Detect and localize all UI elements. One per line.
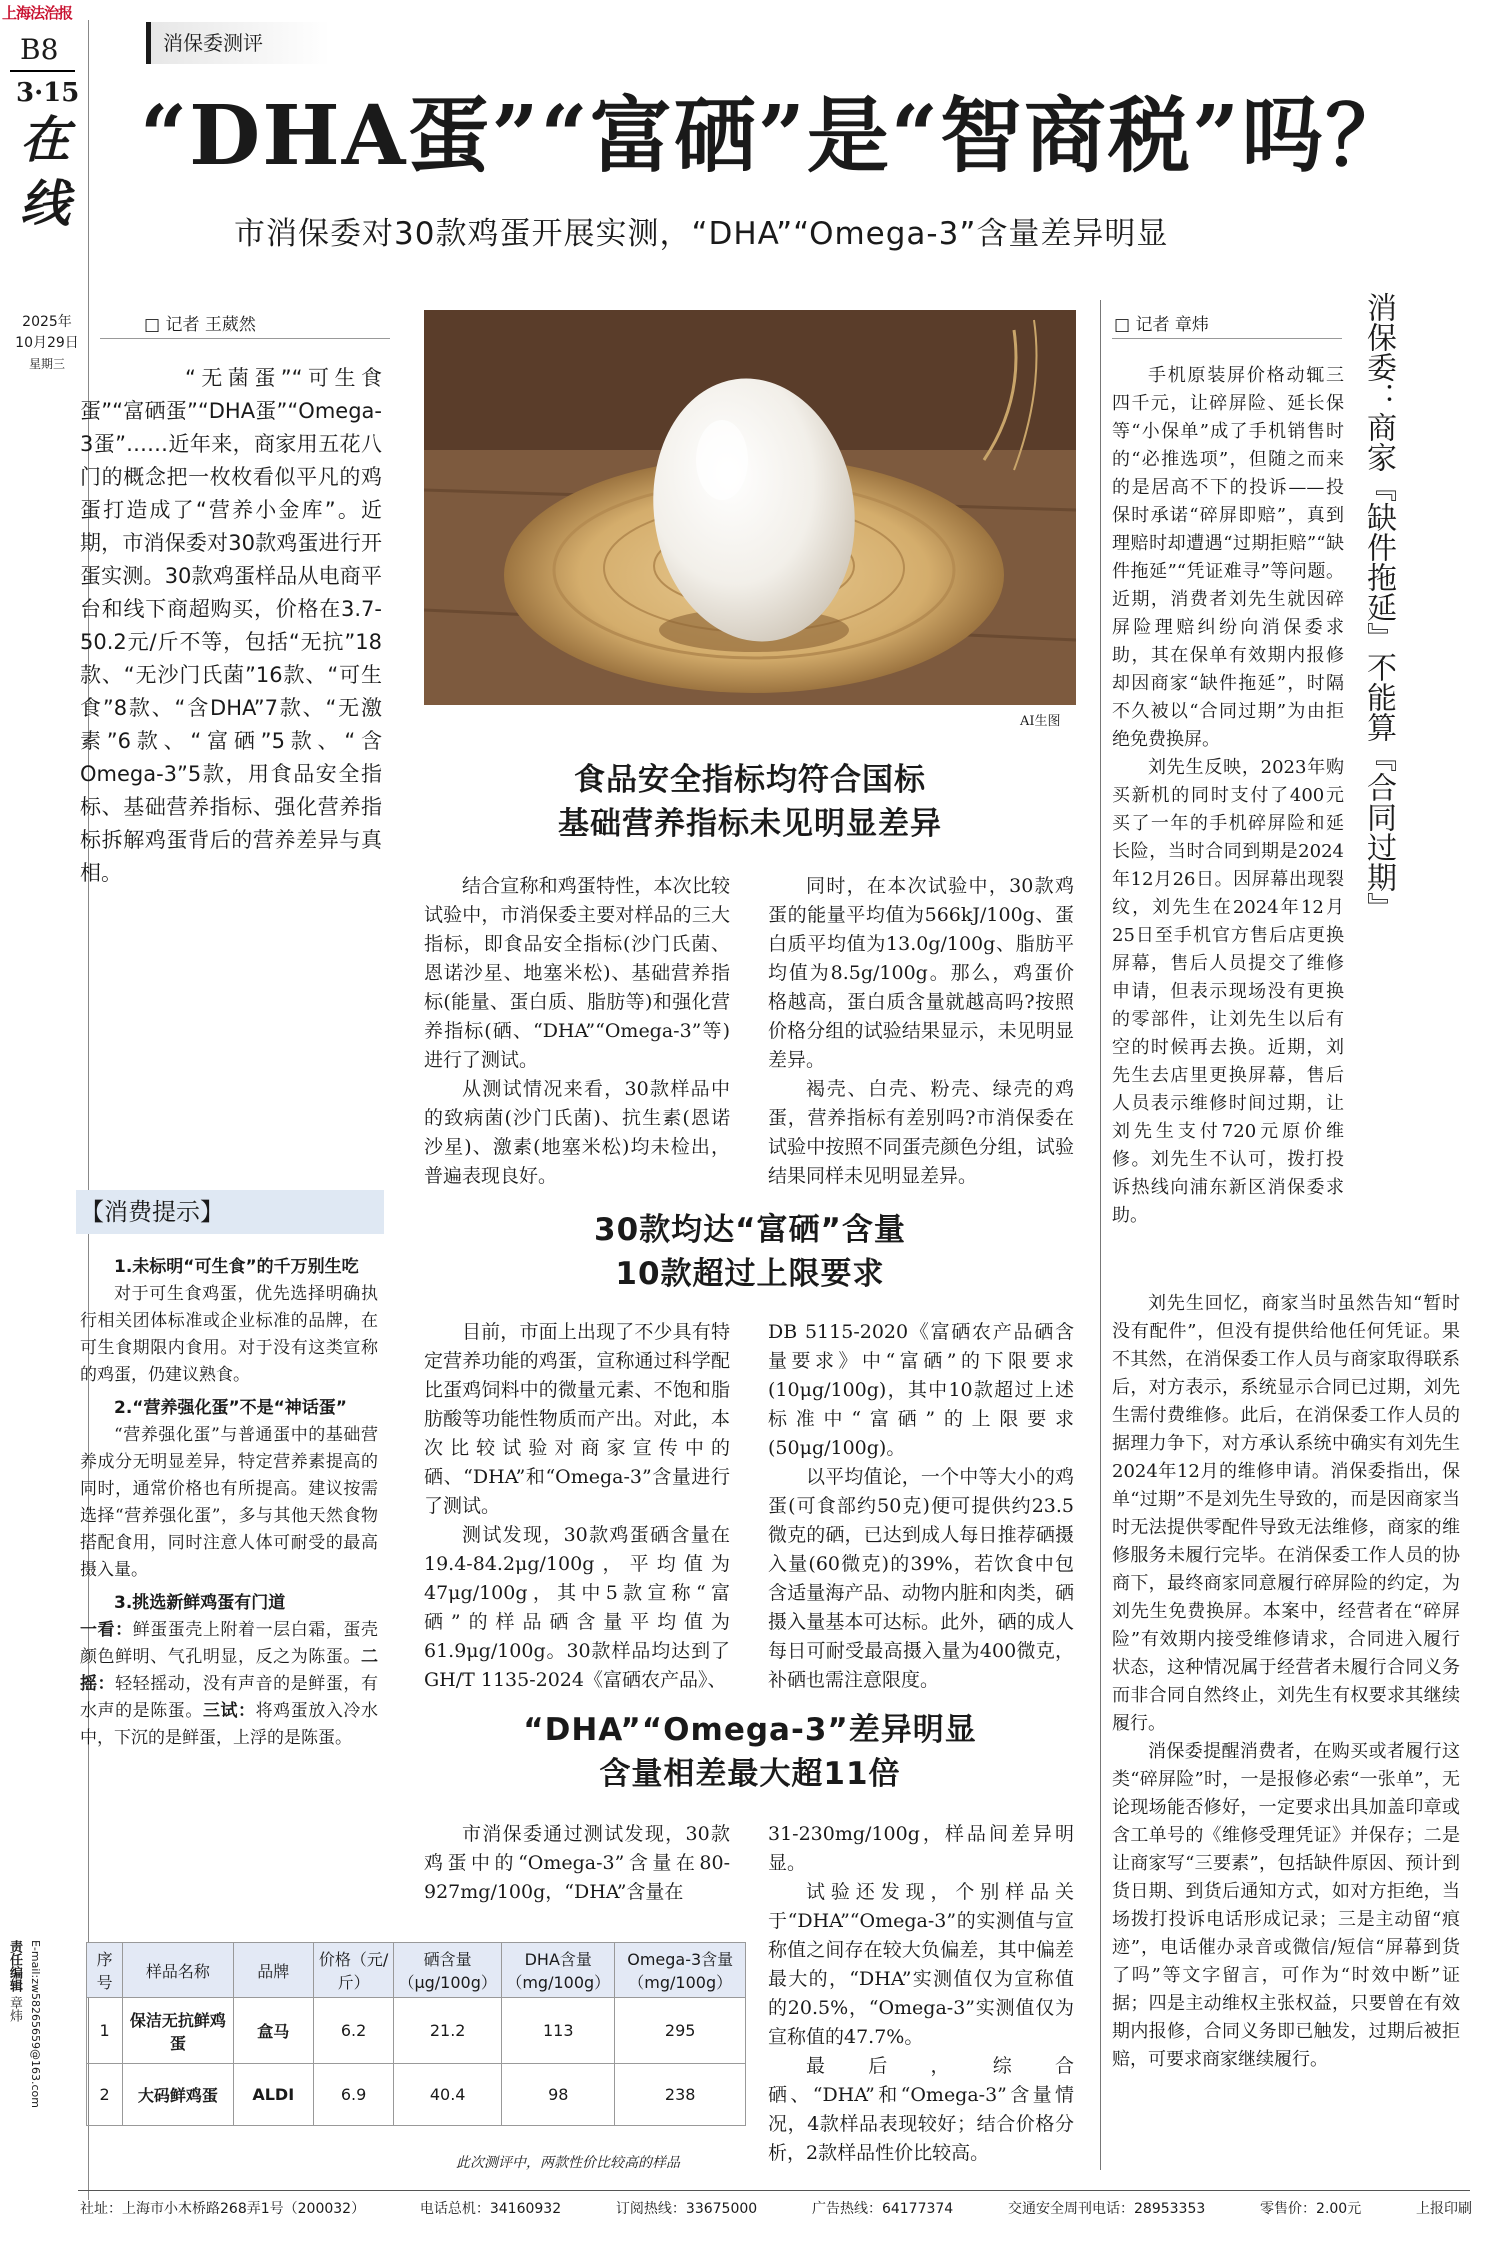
footer-traffic: 交通安全周刊电话：28953353 [1008,2201,1206,2217]
page-number: B8 [20,33,59,66]
section-title-xian: 线 [20,174,70,233]
issue-date [6,312,88,375]
tip3-body [80,1617,378,1752]
footer-price: 零售价：2.00元 [1260,2201,1362,2217]
tip3-key3: 三试： [202,1701,256,1721]
section1-col1-p2: 从测试情况来看，30款样品中的致病菌(沙门氏菌)、抗生素(恩诺沙星)、激素(地塞米松)均未检出，普遍表现良好。 [424,1078,730,1187]
section3-col2-p2: 试验还发现，个别样品关于“DHA”“Omega-3”的实测值与宣称值之间存在较大负偏差，其中偏差最大的，“DHA”实测值仅为宣称值的20.5%，“Omega-3”实测值仅为宣称值的47.7%。 [768,1881,1074,2048]
egg-illustration [424,310,1076,705]
tip3-title: 3.挑选新鲜鸡蛋有门道 [114,1593,286,1613]
tips-title: 【消费提示】 [76,1190,384,1234]
editor-name: 章炜 [7,1996,22,2023]
footer-phone: 电话总机：34160932 [419,2201,562,2217]
table-header: Omega-3含量（mg/100g） [615,1943,746,1998]
section3-heading-line2: 含量相差最大超11倍 [599,1756,901,1792]
section3-heading [420,1708,1080,1796]
editor-email: E-mail:zw58265659@163.com [29,1940,42,2108]
sample-table [86,1942,746,2126]
tip3-text3: 将鸡蛋放入冷水中，下沉的是鲜蛋，上浮的是陈蛋。 [80,1701,378,1748]
table-header: 价格（元/斤） [313,1943,393,1998]
table-cell: 40.4 [394,2064,502,2126]
section1-col2-p1: 同时，在本次试验中，30款鸡蛋的能量平均值为566kJ/100g、蛋白质平均值为13.0g/100g、脂肪平均值为8.5g/100g。那么，鸡蛋价格越高，蛋白质含量就越高吗?按照价格分组的试验结果显示，未见明显差异。 [768,875,1074,1071]
table-cell: 大码鲜鸡蛋 [123,2064,233,2126]
main-byline: □ 记者 王葳然 [144,315,256,335]
table-cell: 6.9 [313,2064,393,2126]
editor-credit [4,1940,24,2200]
side-p1: 手机原装屏价格动辄三四千元，让碎屏险、延长保等“小保单”成了手机销售时的“必推选项”，但随之而来的是居高不下的投诉——投保时承诺“碎屏即赔”，真到理赔时却遭遇“过期拒赔”“缺件拖延”“凭证难寻”等问题。近期，消费者刘先生就因碎屏险理赔纠纷向消保委求助，其在保单有效期内报修却因商家“缺件拖延”，时隔不久被以“合同过期”为由拒绝免费换屏。 [1112,365,1344,750]
section3-col1-p1: 市消保委通过测试发现，30款鸡蛋中的“Omega-3”含量在80-927mg/100g，“DHA”含量在 [424,1823,730,1903]
section2-col2 [768,1318,1074,1695]
tip1-body: 对于可生食鸡蛋，优先选择明确执行相关团体标准或企业标准的品牌，在可生食期限内食用。对于没有这类宣称的鸡蛋，仍建议熟食。 [80,1284,378,1385]
table-header: 品牌 [233,1943,313,1998]
tip2-body: “营养强化蛋”与普通蛋中的基础营养成分无明显差异，特定营养素提高的同时，通常价格也有所提高。建议按需选择“营养强化蛋”，多与其他天然食物搭配食用，同时注意人体可耐受的最高摄入量。 [80,1425,378,1580]
table-row [87,2064,746,2126]
editor-label: 责任编辑 [7,1940,22,1992]
section-title-zai: 在 [20,110,70,169]
tip2-title: 2.“营养强化蛋”不是“神话蛋” [114,1398,347,1418]
table-row [87,1998,746,2064]
photo-credit: AI生图 [1020,714,1061,729]
table-caption: 此次测评中，两款性价比较高的样品 [456,2155,680,2171]
side-col-wide [1112,1290,1460,2074]
date-year: 2025年 [22,314,72,330]
table-header-row [87,1943,746,1998]
table-cell: 295 [615,1998,746,2064]
section2-heading-line1: 30款均达“富硒”含量 [594,1212,906,1248]
table-header: 序号 [87,1943,123,1998]
paper-logo: 上海法治报 [2,4,73,22]
table-cell: 6.2 [313,1998,393,2064]
section3-col2 [768,1820,1074,2168]
side-byline: □ 记者 章炜 [1114,315,1209,335]
section2-col2-p1: DB 5115-2020《富硒农产品硒含量要求》中“富硒”的下限要求(10μg/100g)，其中10款超过上述标准中“富硒”的上限要求(50μg/100g)。 [768,1321,1074,1459]
footer-subscribe: 订阅热线：33675000 [615,2201,758,2217]
section1-heading [420,758,1080,846]
section1-heading-line1: 食品安全指标均符合国标 [574,762,926,798]
tips-box [76,1190,384,1752]
footer-bar [80,2198,1472,2218]
table-cell: 238 [615,2064,746,2126]
table-header: DHA含量（mg/100g） [502,1943,615,1998]
weekday: 星期三 [28,357,65,371]
main-subheadline: 市消保委对30款鸡蛋开展实测，“DHA”“Omega-3”含量差异明显 [234,216,1169,252]
table-header: 样品名称 [123,1943,233,1998]
main-lead: “无菌蛋”“可生食蛋”“富硒蛋”“DHA蛋”“Omega-3蛋”……近年来，商家用五花八门的概念把一枚枚看似平凡的鸡蛋打造成了“营养小金库”。近期，市消保委对30款鸡蛋进行开蛋实测。30款鸡蛋样品从电商平台和线下商超购买，价格在3.7-50.2元/斤不等，包括“无抗”18款、“无沙门氏菌”16款、“可生食”8款、“含DHA”7款、“无激素”6款、“富硒”5款、“含Omega-3”5款，用食品安全指标、基础营养指标、强化营养指标拆解鸡蛋背后的营养差异与真相。 [80,366,382,885]
side-subheadline: 消保委：商家『缺件拖延』不能算『合同过期』 [1361,292,1396,922]
side-p3: 刘先生回忆，商家当时虽然告知“暂时没有配件”，但没有提供给他任何凭证。果不其然，在消保委工作人员与商家取得联系后，对方表示，系统显示合同已过期，刘先生需付费维修。此后，在消保委工作人员的据理力争下，对方承认系统中确实有刘先生2024年12月的维修申请。消保委指出，保单“过期”不是刘先生导致的，而是因商家当时无法提供零配件导致无法维修，商家的维修服务未履行完毕。在消保委工作人员的协商下，最终商家同意履行碎屏险的约定，为刘先生免费换屏。本案中，经营者在“碎屏险”有效期内接受维修请求，合同进入履行状态，这种情况属于经营者未履行合同义务而非合同自然终止，刘先生有权要求其继续履行。 [1112,1293,1460,1734]
egg-photo [424,310,1076,705]
section3-heading-line1: “DHA”“Omega-3”差异明显 [523,1712,977,1748]
table-cell: 2 [87,2064,123,2126]
table-cell: 1 [87,1998,123,2064]
footer-ad: 广告热线：64177374 [811,2201,954,2217]
section2-col2-p2: 以平均值论，一个中等大小的鸡蛋(可食部约50克)便可提供约23.5微克的硒，已达到成人每日推荐硒摄入量(60微克)的39%，若饮食中包含适量海产品、动物内脏和肉类，硒摄入量基本可达标。此外，硒的成人每日可耐受最高摄入量为400微克，补硒也需注意限度。 [768,1466,1074,1691]
section2-col1-p2: 测试发现，30款鸡蛋硒含量在19.4-84.2μg/100g，平均值为47μg/100g，其中5款宣称“富硒”的样品硒含量平均值为61.9μg/100g。30款样品均达到了GH/T 1135-2024《富硒农产品》、 [424,1524,730,1691]
section1-col2 [768,872,1074,1191]
side-p2: 刘先生反映，2023年购买新机的同时支付了400元买了一年的手机碎屏险和延长险，当时合同到期是2024年12月26日。因屏幕出现裂纹，刘先生在2024年12月25日至手机官方售后店更换屏幕，售后人员提交了维修申请，但表示现场没有更换的零部件，让刘先生以后有空的时候再去换。近期，刘先生去店里更换屏幕，售后人员表示维修时间过期，让刘先生支付720元原价维修。刘先生不认可，拨打投诉热线向浦东新区消保委求助。 [1112,757,1344,1226]
tip3-key2: 二摇： [80,1647,378,1694]
section1-heading-line2: 基础营养指标未见明显差异 [558,806,942,842]
tip3-text2: 轻轻摇动，没有声音的是鲜蛋，有水声的是陈蛋。 [80,1674,378,1721]
section2-col1 [424,1318,730,1695]
table-cell: 盒马 [233,1998,313,2064]
section3-col2-p3: 最后，综合硒、“DHA”和“Omega-3”含量情况，4款样品表现较好；结合价格分析，2款样品性价比较高。 [768,2055,1074,2164]
tip3-text1: 鲜蛋蛋壳上附着一层白霜，蛋壳颜色鲜明、气孔明显，反之为陈蛋。 [80,1620,378,1667]
section1-col2-p2: 褐壳、白壳、粉壳、绿壳的鸡蛋，营养指标有差别吗?市消保委在试验中按照不同蛋壳颜色分组，试验结果同样未见明显差异。 [768,1078,1074,1187]
table-cell: 113 [502,1998,615,2064]
section2-heading-line2: 10款超过上限要求 [615,1256,885,1292]
footer-address: 社址：上海市小木桥路268弄1号（200032） [80,2201,366,2217]
table-header: 硒含量（μg/100g） [394,1943,502,1998]
table-cell: 98 [502,2064,615,2126]
date-day: 10月29日 [15,335,79,351]
section-title [16,78,80,236]
main-headline: “DHA蛋”“富硒”是“智商税”吗？ [140,88,1410,184]
section3-col1 [424,1820,730,1907]
tip1-title: 1.未标明“可生食”的千万别生吃 [114,1257,359,1277]
side-col-narrow [1112,362,1344,1230]
column-label [146,22,330,64]
section3-col2-p1: 31-230mg/100g，样品间差异明显。 [768,1823,1074,1874]
section1-col1 [424,872,730,1191]
footer-print: 上报印刷 [1416,2201,1472,2217]
tip3-key1: 一看： [80,1620,133,1640]
table-cell: ALDI [233,2064,313,2126]
column-label-text: 消保委测评 [163,31,263,55]
section1-col1-p1: 结合宣称和鸡蛋特性，本次比较试验中，市消保委主要对样品的三大指标，即食品安全指标(沙门氏菌、恩诺沙星、地塞米松)、基础营养指标(能量、蛋白质、脂肪等)和强化营养指标(硒、“DHA”“Omega-3”等)进行了测试。 [424,875,730,1071]
table-cell: 21.2 [394,1998,502,2064]
table-cell: 保洁无抗鲜鸡蛋 [123,1998,233,2064]
section-title-315: 3·15 [16,78,80,108]
section2-heading [420,1208,1080,1296]
section2-col1-p1: 目前，市面上出现了不少具有特定营养功能的鸡蛋，宣称通过科学配比蛋鸡饲料中的微量元素、不饱和脂肪酸等功能性物质而产出。对此，本次比较试验对商家宣传中的硒、“DHA”和“Omega-3”含量进行了测试。 [424,1321,730,1517]
side-p4: 消保委提醒消费者，在购买或者履行这类“碎屏险”时，一是报修必索“一张单”，无论现场能否修好，一定要求出具加盖印章或含工单号的《维修受理凭证》并保存；二是让商家写“三要素”，包括缺件原因、预计到货日期、到货后通知方式，如对方拒绝，当场拨打投诉电话形成记录；三是主动留“痕迹”，电话催办录音或微信/短信“屏幕到货了吗”等文字留言，可作为“时效中断”证据；四是主动维权主张权益，只要曾在有效期内报修，合同义务即已触发，过期后被拒赔，可要求商家继续履行。 [1112,1741,1460,2070]
